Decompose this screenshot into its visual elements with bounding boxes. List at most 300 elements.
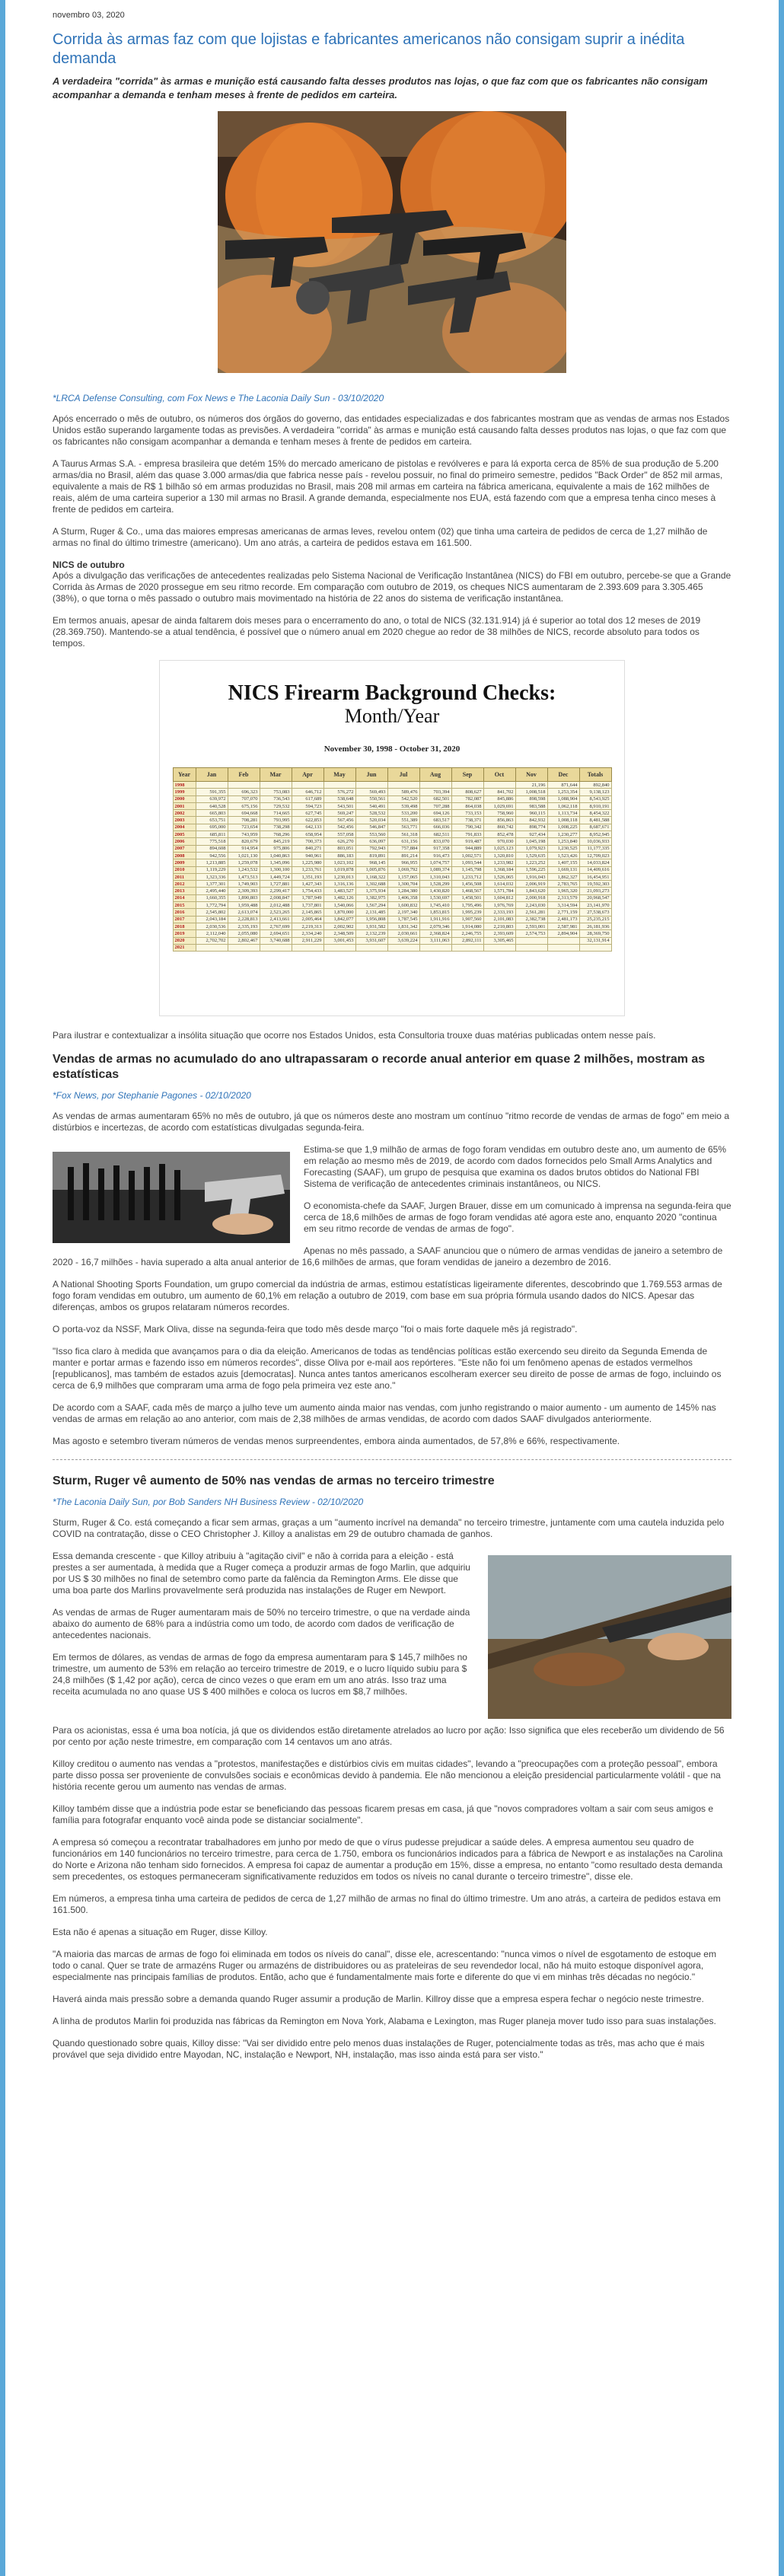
- nics-value-cell: 1,468,567: [451, 888, 483, 894]
- paragraph: Para ilustrar e contextualizar a insólita situação que ocorre nos Estados Unidos, esta Consultoria trouxe duas matérias publicadas ontem nesse país.: [53, 1030, 656, 1041]
- nics-value-cell: 27,538,673: [579, 909, 611, 916]
- nics-year-cell: 2012: [173, 881, 196, 888]
- nics-value-cell: 631,156: [387, 838, 419, 845]
- nics-value-cell: 1,571,784: [483, 888, 515, 894]
- nics-value-cell: 1,914,080: [451, 923, 483, 929]
- nics-value-cell: 682,501: [419, 795, 451, 802]
- nics-year-cell: 2007: [173, 845, 196, 852]
- nics-value-cell: [547, 937, 579, 944]
- nics-value-cell: 694,126: [419, 810, 451, 817]
- nics-value-cell: 617,689: [292, 795, 323, 802]
- nics-header-cell: Totals: [579, 768, 611, 782]
- nics-value-cell: 898,598: [515, 795, 547, 802]
- nics-value-cell: 23,141,970: [579, 902, 611, 909]
- paragraph: Essa demanda crescente - que Killoy atribuiu à "agitação civil" e não à corrida para a eleição - está prestes a ser aumentada, à medida que a Ruger começa a produzir armas de fogo Marlin, que adquiriu por US $ 30 milhões no final de setembro como parte da falência da Remington Arms. Ele disse que uma boa parte dos Marlins provavelmente será produzida nas instalações de Ruger em Newport.: [53, 1551, 470, 1596]
- nics-value-cell: 2,246,755: [451, 930, 483, 937]
- nics-value-cell: 1,243,532: [228, 866, 260, 873]
- nics-value-cell: 1,456,508: [451, 881, 483, 888]
- nics-table: [173, 767, 612, 952]
- nics-row: [173, 831, 611, 838]
- nics-table-image[interactable]: [159, 660, 625, 1016]
- nics-value-cell: 1,345,096: [260, 859, 292, 866]
- nics-value-cell: 914,954: [228, 845, 260, 852]
- nics-year-cell: 2013: [173, 888, 196, 894]
- nics-value-cell: 871,644: [547, 782, 579, 789]
- nics-value-cell: 852,478: [483, 831, 515, 838]
- nics-header-cell: Dec: [547, 768, 579, 782]
- nics-value-cell: [292, 782, 323, 789]
- divider: [53, 1459, 731, 1460]
- nics-value-cell: 2,545,802: [196, 909, 228, 916]
- nics-value-cell: 1,021,130: [228, 852, 260, 859]
- nics-value-cell: 626,270: [323, 838, 355, 845]
- nics-value-cell: 1,482,126: [323, 894, 355, 901]
- nics-value-cell: 696,323: [228, 789, 260, 795]
- nics-value-cell: 1,931,582: [355, 923, 387, 929]
- nics-row: [173, 789, 611, 795]
- nics-date-range: November 30, 1998 - October 31, 2020: [323, 744, 461, 754]
- nics-value-cell: 1,069,792: [387, 866, 419, 873]
- nics-value-cell: 841,702: [483, 789, 515, 795]
- nics-value-cell: 1,233,761: [292, 866, 323, 873]
- nics-value-cell: 1,530,697: [419, 894, 451, 901]
- nics-title: NICS Firearm Background Checks:: [228, 681, 556, 705]
- nics-value-cell: 1,772,794: [196, 902, 228, 909]
- nics-year-cell: 2021: [173, 944, 196, 951]
- nics-value-cell: 1,023,102: [323, 859, 355, 866]
- nics-year-cell: 2005: [173, 831, 196, 838]
- nics-value-cell: 864,038: [451, 802, 483, 809]
- nics-value-cell: 561,318: [387, 831, 419, 838]
- nics-value-cell: 1,145,798: [451, 866, 483, 873]
- nics-value-cell: 1,253,354: [547, 789, 579, 795]
- nics-value-cell: [579, 944, 611, 951]
- nics-value-cell: 2,309,393: [228, 888, 260, 894]
- nics-row: [173, 795, 611, 802]
- nics-value-cell: 1,727,881: [260, 881, 292, 888]
- nics-value-cell: 2,030,661: [387, 930, 419, 937]
- nics-value-cell: 639,972: [196, 795, 228, 802]
- nics-value-cell: 9,138,123: [579, 789, 611, 795]
- nics-value-cell: 8,454,322: [579, 810, 611, 817]
- credit-lrca: *LRCA Defense Consulting, com Fox News e The Laconia Daily Sun - 03/10/2020: [53, 393, 384, 403]
- nics-value-cell: 738,371: [451, 817, 483, 824]
- nics-value-cell: 1,119,229: [196, 866, 228, 873]
- nics-value-cell: 917,358: [419, 845, 451, 852]
- nics-value-cell: 622,853: [292, 817, 323, 824]
- nics-value-cell: 2,228,813: [228, 916, 260, 923]
- nics-value-cell: 1,916,043: [515, 873, 547, 880]
- paragraph: Sturm, Ruger & Co. está começando a ficar sem armas, graças a um "aumento incrível na demanda" no terceiro trimestre, juntamente com uma cautela induzida pelo COVID na contratação, disse o CEO Christopher J. Killoy a analistas em 29 de outubro chamada de ganhos.: [53, 1517, 725, 1539]
- nics-value-cell: 833,070: [419, 838, 451, 845]
- nics-year-cell: 2002: [173, 810, 196, 817]
- nics-row: [173, 817, 611, 824]
- nics-value-cell: 591,355: [196, 789, 228, 795]
- nics-value-cell: 768,296: [260, 831, 292, 838]
- article-heading-ruger: Sturm, Ruger vê aumento de 50% nas vendas de armas no terceiro trimestre: [53, 1475, 495, 1487]
- nics-value-cell: 840,271: [292, 845, 323, 852]
- nics-value-cell: 1,253,840: [547, 838, 579, 845]
- nics-value-cell: 546,847: [355, 824, 387, 831]
- post-date: novembro 03, 2020: [53, 11, 125, 20]
- nics-row: [173, 894, 611, 901]
- nics-value-cell: 2,894,904: [547, 930, 579, 937]
- nics-value-cell: [515, 937, 547, 944]
- nics-value-cell: 1,045,198: [515, 838, 547, 845]
- nics-value-cell: 916,473: [419, 852, 451, 859]
- nics-value-cell: 1,089,374: [419, 866, 451, 873]
- nics-value-cell: 2,495,440: [196, 888, 228, 894]
- nics-value-cell: 1,754,433: [292, 888, 323, 894]
- paragraph: Killoy também disse que a indústria pode estar se beneficiando das pessoas ficarem presas em casa, já que "novos compradores voltam a sair com seus amigos e família para fotografar enquanto você ainda pode se distanciar socialmente".: [53, 1803, 714, 1825]
- hero-image-guns-pumpkins[interactable]: [218, 111, 566, 373]
- nics-value-cell: 1,230,013: [323, 873, 355, 880]
- nics-value-cell: 569,493: [355, 789, 387, 795]
- paragraph: Apenas no mês passado, a SAAF anunciou que o número de armas vendidas de janeiro a setembro de 2020 - 16,7 milhões - havia superado a alta anual anterior de 16,6 milhões de armas, que foram vendidas de janeiro a dezembro de 2016.: [53, 1245, 723, 1267]
- nics-year-cell: 2020: [173, 937, 196, 944]
- nics-value-cell: 2,210,803: [483, 923, 515, 929]
- nics-value-cell: 576,272: [323, 789, 355, 795]
- nics-value-cell: 845,219: [260, 838, 292, 845]
- nics-value-cell: 1,795,496: [451, 902, 483, 909]
- nics-value-cell: 2,771,159: [547, 909, 579, 916]
- nics-value-cell: 1,911,916: [419, 916, 451, 923]
- paragraph: A linha de produtos Marlin foi produzida nas fábricas da Remington em Nova York, Alabama e Lexington, mas Ruger planeja mover tudo isso para suas instalações.: [53, 2016, 716, 2026]
- nics-value-cell: 1,787,545: [387, 916, 419, 923]
- nics-value-cell: 1,427,343: [292, 881, 323, 888]
- nics-value-cell: 1,473,513: [228, 873, 260, 880]
- nics-value-cell: 2,783,765: [547, 881, 579, 888]
- nics-year-cell: 2016: [173, 909, 196, 916]
- nics-value-cell: 1,213,885: [196, 859, 228, 866]
- nics-value-cell: 569,247: [323, 810, 355, 817]
- nics-value-cell: 32,131,914: [579, 937, 611, 944]
- nics-value-cell: 1,302,688: [355, 881, 387, 888]
- nics-value-cell: 1,843,620: [515, 888, 547, 894]
- nics-value-cell: 1,890,803: [228, 894, 260, 901]
- nics-value-cell: [260, 782, 292, 789]
- nics-value-cell: 2,131,485: [355, 909, 387, 916]
- nics-value-cell: 743,959: [228, 831, 260, 838]
- nics-value-cell: 1,526,065: [483, 873, 515, 880]
- nics-value-cell: 1,907,560: [451, 916, 483, 923]
- nics-value-cell: 2,243,030: [515, 902, 547, 909]
- rifle-hunter-image[interactable]: [488, 1555, 731, 1719]
- nics-value-cell: 2,008,847: [260, 894, 292, 901]
- nics-value-cell: 3,931,607: [355, 937, 387, 944]
- nics-value-cell: 3,111,063: [419, 937, 451, 944]
- nics-value-cell: 1,025,123: [483, 845, 515, 852]
- nics-value-cell: 733,153: [451, 810, 483, 817]
- paragraph: O economista-chefe da SAAF, Jurgen Brauer, disse em um comunicado à imprensa na segunda-feira que cerca de 18,6 milhões de armas de fogo foram vendidas até agora este ano, enquanto 2020 "continua em seu ritmo recorde de vendas de armas de fogo".: [304, 1200, 731, 1234]
- credit-fox: *Fox News, por Stephanie Pagones - 02/10/2020: [53, 1090, 251, 1101]
- nics-value-cell: [228, 944, 260, 951]
- nics-value-cell: 1,407,155: [547, 859, 579, 866]
- nics-row: [173, 944, 611, 951]
- nics-value-cell: 1,040,863: [260, 852, 292, 859]
- nics-value-cell: 694,668: [228, 810, 260, 817]
- nics-value-cell: 2,574,753: [515, 930, 547, 937]
- nics-value-cell: 3,305,465: [483, 937, 515, 944]
- nics-value-cell: [387, 782, 419, 789]
- nics-value-cell: 944,889: [451, 845, 483, 852]
- nics-value-cell: 1,233,712: [451, 873, 483, 880]
- nics-year-cell: 2000: [173, 795, 196, 802]
- nics-row: [173, 782, 611, 789]
- nics-value-cell: 538,648: [323, 795, 355, 802]
- nics-value-cell: 567,456: [323, 817, 355, 824]
- nics-value-cell: 1,300,100: [260, 866, 292, 873]
- gun-store-image[interactable]: [53, 1152, 290, 1243]
- nics-value-cell: [419, 782, 451, 789]
- nics-value-cell: 2,112,040: [196, 930, 228, 937]
- nics-header-cell: Apr: [292, 768, 323, 782]
- nics-value-cell: 2,702,702: [196, 937, 228, 944]
- nics-value-cell: 942,556: [196, 852, 228, 859]
- nics-value-cell: 8,543,925: [579, 795, 611, 802]
- nics-value-cell: [323, 782, 355, 789]
- nics-value-cell: 898,774: [515, 824, 547, 831]
- nics-value-cell: 1,008,518: [515, 789, 547, 795]
- nics-value-cell: 543,501: [323, 802, 355, 809]
- paragraph: Em termos de dólares, as vendas de armas de fogo da empresa aumentaram para $ 145,7 milhões no trimestre, um aumento de 53% em relação ao terceiro trimestre de 2019, e o lucro líquido subiu para $ 24,8 milhões ($ 1,42 por ação), cerca de cinco vezes o que eram em um ano atrás. Isso traz uma receita acumulada no ano quase US $ 400 milhões e coloca os lucros em $8,7 milhões.: [53, 1652, 467, 1697]
- nics-value-cell: 1,745,410: [419, 902, 451, 909]
- nics-value-cell: 2,911,229: [292, 937, 323, 944]
- nics-value-cell: 2,368,824: [419, 930, 451, 937]
- nics-value-cell: 2,892,111: [451, 937, 483, 944]
- nics-value-cell: 542,520: [387, 795, 419, 802]
- nics-value-cell: 2,523,265: [260, 909, 292, 916]
- nics-value-cell: 960,115: [515, 810, 547, 817]
- nics-header-cell: May: [323, 768, 355, 782]
- nics-value-cell: 540,491: [355, 802, 387, 809]
- nics-header-cell: Feb: [228, 768, 260, 782]
- paragraph: "Isso fica claro à medida que avançamos para o dia da eleição. Americanos de todas as tendências políticas estão exercendo seu direito da Segunda Emenda de manter e portar armas e fazendo isso em números recordes", disse Oliva por e-mail aos repórteres. "Este não foi um fenômeno apenas de estados vermelhos [republicanos], mas também de estados azuis [democratas]. Nunca antes tantos americanos escolheram exercer seu direito de posse de armas de fogo, incluindo os cerca de 6,9 milhões que compraram uma arma de fogo pela primeira vez este ano.": [53, 1346, 722, 1391]
- nics-value-cell: 707,288: [419, 802, 451, 809]
- nics-value-cell: 819,891: [355, 852, 387, 859]
- nics-value-cell: [451, 782, 483, 789]
- nics-value-cell: 14,409,616: [579, 866, 611, 873]
- nics-value-cell: 1,956,808: [355, 916, 387, 923]
- nics-value-cell: [355, 944, 387, 951]
- nics-header-cell: Year: [173, 768, 196, 782]
- nics-value-cell: [355, 782, 387, 789]
- nics-row: [173, 859, 611, 866]
- nics-year-cell: 2008: [173, 852, 196, 859]
- nics-row: [173, 909, 611, 916]
- nics-value-cell: [515, 944, 547, 951]
- nics-value-cell: 2,593,001: [515, 923, 547, 929]
- nics-value-cell: 894,608: [196, 845, 228, 852]
- nics-value-cell: 1,062,118: [547, 802, 579, 809]
- nics-value-cell: 1,458,501: [451, 894, 483, 901]
- article-heading-sales: Vendas de armas no acumulado do ano ultrapassaram o recorde anual anterior em quase 2 milhões, mostram as estatísticas: [53, 1053, 706, 1081]
- nics-value-cell: 782,087: [451, 795, 483, 802]
- nics-value-cell: 2,694,651: [260, 930, 292, 937]
- nics-header-cell: Jun: [355, 768, 387, 782]
- nics-value-cell: 919,487: [451, 838, 483, 845]
- credit-laconia: *The Laconia Daily Sun, por Bob Sanders NH Business Review - 02/10/2020: [53, 1497, 364, 1507]
- nics-value-cell: 26,181,936: [579, 923, 611, 929]
- nics-value-cell: 551,389: [387, 817, 419, 824]
- nics-year-cell: 2018: [173, 923, 196, 929]
- nics-value-cell: 3,001,453: [323, 937, 355, 944]
- nics-value-cell: [419, 944, 451, 951]
- nics-row: [173, 852, 611, 859]
- nics-value-cell: 2,006,919: [515, 881, 547, 888]
- nics-value-cell: 685,811: [196, 831, 228, 838]
- nics-value-cell: 19,592,303: [579, 881, 611, 888]
- nics-value-cell: [196, 944, 228, 951]
- nics-row: [173, 937, 611, 944]
- nics-value-cell: 1,749,903: [228, 881, 260, 888]
- nics-value-cell: 1,223,252: [515, 859, 547, 866]
- nics-value-cell: 1,093,544: [451, 859, 483, 866]
- nics-row: [173, 866, 611, 873]
- nics-value-cell: 1,965,320: [547, 888, 579, 894]
- paragraph: Mas agosto e setembro tiveram números de vendas menos surpreendentes, embora ainda aumentados, de 57,8% e 66%, respectivamente.: [53, 1436, 620, 1446]
- nics-value-cell: 703,394: [419, 789, 451, 795]
- nics-header-cell: Jan: [196, 768, 228, 782]
- nics-value-cell: 723,654: [228, 824, 260, 831]
- nics-value-cell: 658,954: [292, 831, 323, 838]
- nics-value-cell: 8,952,945: [579, 831, 611, 838]
- nics-value-cell: [228, 782, 260, 789]
- nics-header-cell: Sep: [451, 768, 483, 782]
- paragraph: "A maioria das marcas de armas de fogo foi eliminada em todos os níveis do canal", disse ele, acrescentando: "nunca vimos o nível de esgotamento de estoque em todo o canal. Quer se trate de armazéns Ruger ou armazéns de distribuidores ou as prateleiras de seu revendedor local, não há muito estoque disponível agora, especialmente nas principais famílias de produtos. Então, acho que é fundamentalmente mais forte e diferente do que vi em minhas três décadas no negócio.": [53, 1949, 716, 1982]
- nics-value-cell: 542,456: [323, 824, 355, 831]
- nics-value-cell: 1,079,923: [515, 845, 547, 852]
- nics-value-cell: 1,787,949: [292, 894, 323, 901]
- nics-value-cell: 2,393,609: [483, 930, 515, 937]
- nics-value-cell: [547, 944, 579, 951]
- nics-value-cell: 940,961: [292, 852, 323, 859]
- paragraph: Para os acionistas, essa é uma boa notícia, já que os dividendos estão diretamente atrelados ao lucro por ação: Isso significa que eles receberão um dividendo de 56 por cento por ação neste trimestre, em comparação com 14 centavos um ano atrás.: [53, 1725, 725, 1747]
- nics-value-cell: [451, 944, 483, 951]
- nics-value-cell: 2,012,488: [260, 902, 292, 909]
- nics-value-cell: 975,806: [260, 845, 292, 852]
- nics-value-cell: 856,863: [483, 817, 515, 824]
- nics-value-cell: 1,008,118: [547, 817, 579, 824]
- nics-year-cell: 2001: [173, 802, 196, 809]
- nics-row: [173, 902, 611, 909]
- nics-value-cell: 675,156: [228, 802, 260, 809]
- nics-value-cell: 1,168,322: [355, 873, 387, 880]
- nics-value-cell: 1,368,184: [483, 866, 515, 873]
- nics-row: [173, 824, 611, 831]
- nics-value-cell: 2,101,083: [483, 916, 515, 923]
- nics-value-cell: 1,737,801: [292, 902, 323, 909]
- nics-value-cell: 2,767,699: [260, 923, 292, 929]
- nics-value-cell: 2,382,738: [515, 916, 547, 923]
- nics-value-cell: 1,029,691: [483, 802, 515, 809]
- paragraph: Em números, a empresa tinha uma carteira de pedidos de cerca de 1,27 milhão de armas no final do último trimestre. Um ano atrás, a carteira de pedidos estava em 161.500.: [53, 1893, 721, 1915]
- nics-value-cell: 1,669,131: [547, 866, 579, 873]
- nics-value-cell: 2,043,184: [196, 916, 228, 923]
- nics-value-cell: 1,351,193: [292, 873, 323, 880]
- nics-value-cell: 8,687,671: [579, 824, 611, 831]
- post-title[interactable]: Corrida às armas faz com que lojistas e fabricantes americanos não consigam suprir a inédita demanda: [53, 31, 685, 67]
- nics-value-cell: 1,976,769: [483, 902, 515, 909]
- nics-value-cell: 1,320,810: [483, 852, 515, 859]
- nics-value-cell: 2,145,865: [292, 909, 323, 916]
- nics-row: [173, 881, 611, 888]
- nics-value-cell: 1,310,043: [419, 873, 451, 880]
- nics-value-cell: 886,183: [323, 852, 355, 859]
- nics-value-cell: 1,074,757: [419, 859, 451, 866]
- nics-value-cell: 758,960: [483, 810, 515, 817]
- nics-value-cell: 983,588: [515, 802, 547, 809]
- nics-value-cell: 2,132,239: [355, 930, 387, 937]
- nics-value-cell: 1,005,876: [355, 866, 387, 873]
- nics-value-cell: 775,518: [196, 838, 228, 845]
- nics-value-cell: 1,008,225: [547, 824, 579, 831]
- nics-value-cell: 21,196: [515, 782, 547, 789]
- nics-value-cell: 1,430,820: [419, 888, 451, 894]
- paragraph: O porta-voz da NSSF, Mark Oliva, disse na segunda-feira que todo mês desde março "foi o mais forte daquele mês já registrado".: [53, 1324, 578, 1334]
- nics-value-cell: [483, 944, 515, 951]
- paragraph: Após a divulgação das verificações de antecedentes realizadas pelo Sistema Nacional de Verificação Instantânea (NICS) do FBI em outubro, percebe-se que a Grande Corrida às Armas de 2020 prossegue em seu ritmo recorde. Em comparação com outubro de 2019, os cheques NICS aumentaram de 2.393.609 para 3.305.465 (38%), o que torna o mês passado o outubro mais movimentado na história de 22 anos do sistema de verificação instantânea.: [53, 570, 731, 604]
- nics-value-cell: 533,200: [387, 810, 419, 817]
- nics-row: [173, 930, 611, 937]
- paragraph: A empresa só começou a recontratar trabalhadores em junho por medo de que o vírus pudesse prejudicar a saúde deles. A empresa aumentou seu quadro de funcionários em 140 funcionários no terceiro trimestre, para cerca de 1.750, embora os funcionários indicados para a fábrica de Newport e as instalações na Carolina do Norte e Arizona não tenham sido fornecidos. A empresa foi capaz de aumentar a produção em 15%, disse a empresa, no entanto "como resultado desta demanda sem precedentes, os estoques permaneceram significativamente reduzidos em todos os níveis no canal durante o terceiro trimestre", disse ele.: [53, 1837, 723, 1882]
- nics-value-cell: 8,910,191: [579, 802, 611, 809]
- nics-year-cell: 2011: [173, 873, 196, 880]
- nics-value-cell: 682,511: [419, 831, 451, 838]
- hero-illustration: [218, 111, 566, 373]
- nics-value-cell: 1,377,301: [196, 881, 228, 888]
- nics-value-cell: 707,070: [228, 795, 260, 802]
- nics-value-cell: 738,298: [260, 824, 292, 831]
- nics-value-cell: 539,498: [387, 802, 419, 809]
- nics-row: [173, 888, 611, 894]
- nics-value-cell: 1,529,635: [515, 852, 547, 859]
- nics-value-cell: 1,113,734: [547, 810, 579, 817]
- paragraph: Killoy creditou o aumento nas vendas a "protestos, manifestações e distúrbios civis em muitas cidades", levando a "preocupações com a proteção pessoal", embora parte disso possa ser proveniente de convulsões sociais e econômicas devido à pandemia. Ele não mencionou a eleição presidencial particularmente volátil - que na história recente gerou um aumento nas vendas de armas.: [53, 1758, 721, 1792]
- post-lead: A verdadeira "corrida" às armas e munição está causando falta desses produtos nas lojas, o que faz com que os fabricantes não consigam acompanhar a demanda e tenham meses à frente de pedidos em carteira.: [53, 75, 708, 100]
- nics-row: [173, 916, 611, 923]
- nics-subtitle: Month/Year: [344, 705, 440, 727]
- nics-value-cell: 646,712: [292, 789, 323, 795]
- nics-value-cell: 860,742: [483, 824, 515, 831]
- nics-value-cell: 2,613,074: [228, 909, 260, 916]
- nics-value-cell: 627,745: [292, 810, 323, 817]
- nics-value-cell: 1,995,239: [451, 909, 483, 916]
- nics-row: [173, 838, 611, 845]
- nics-value-cell: 966,955: [387, 859, 419, 866]
- nics-value-cell: 1,382,975: [355, 894, 387, 901]
- nics-row: [173, 810, 611, 817]
- nics-value-cell: 820,679: [228, 838, 260, 845]
- nics-value-cell: 1,870,000: [323, 909, 355, 916]
- nics-value-cell: 1,375,934: [355, 888, 387, 894]
- nics-value-cell: [323, 944, 355, 951]
- nics-year-cell: 2010: [173, 866, 196, 873]
- nics-header-cell: Jul: [387, 768, 419, 782]
- nics-year-cell: 1998: [173, 782, 196, 789]
- nics-value-cell: 1,284,380: [387, 888, 419, 894]
- rifle-illustration: [488, 1555, 731, 1719]
- nics-value-cell: [196, 782, 228, 789]
- nics-year-cell: 2009: [173, 859, 196, 866]
- nics-value-cell: 2,413,661: [260, 916, 292, 923]
- nics-value-cell: 1,259,078: [228, 859, 260, 866]
- paragraph: A Sturm, Ruger & Co., uma das maiores empresas americanas de armas leves, revelou ontem (02) que tinha uma carteira de pedidos de cerca de 1,27 milhão de armas no final do último trimestre (americano). Um ano atrás, a carteira de pedidos estava em 161.500.: [53, 526, 708, 548]
- nics-header-cell: Oct: [483, 768, 515, 782]
- nics-value-cell: 640,528: [196, 802, 228, 809]
- paragraph: Estima-se que 1,9 milhão de armas de fogo foram vendidas em outubro deste ano, um aumento de 65% em relação ao mesmo mês de 2019, de acordo com dados fornecidos pelo Small Arms Analytics and Forecasting (SAAF), um grupo de pesquisa que examina os dados brutos obtidos do National FBI Sistema de verificação de antecedentes criminais instantâneos, ou NICS.: [304, 1144, 726, 1189]
- nics-value-cell: 10,036,933: [579, 838, 611, 845]
